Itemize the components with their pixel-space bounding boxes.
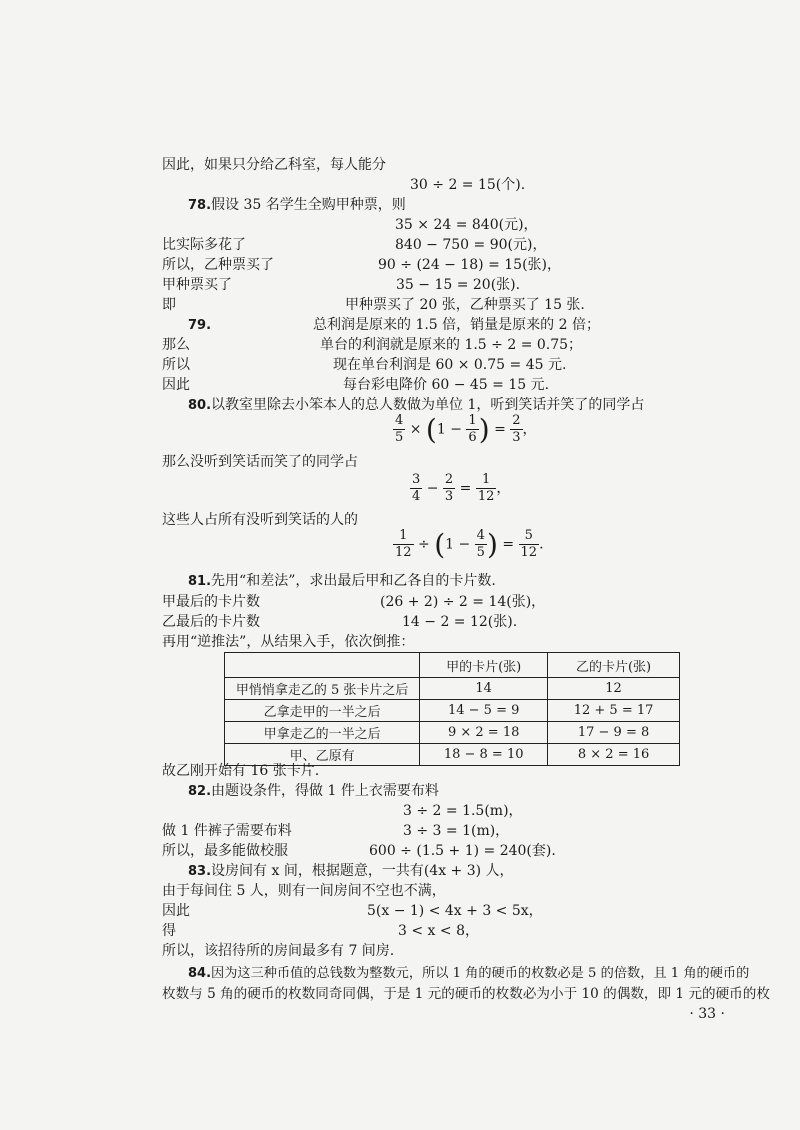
equation-line: 600 ÷ (1.5 + 1) = 240(套).	[369, 843, 556, 859]
fraction	[393, 413, 405, 446]
fraction	[510, 413, 522, 446]
denominator: 4	[412, 489, 421, 504]
table-row	[225, 722, 680, 744]
problem-number: 81.	[188, 574, 212, 589]
table-cell: 14 − 5 = 9	[420, 700, 548, 722]
table-cell: 9 × 2 = 18	[420, 722, 548, 744]
text-line: 所以，最多能做校服	[162, 843, 288, 859]
problem-number: 80.	[188, 398, 212, 413]
problem-83	[188, 863, 514, 880]
text-line: 因此，如果只分给乙科室，每人能分	[162, 157, 386, 173]
fraction	[393, 528, 414, 561]
text: 以教室里除去小笨本人的总人数做为单位 1，听到笑话并笑了的同学占	[211, 397, 645, 413]
text-line: 现在单台利润是 60 × 0.75 = 45 元.	[333, 357, 567, 373]
text-line: 每台彩电降价 60 − 45 = 15 元.	[343, 377, 550, 393]
denominator: 12	[520, 545, 538, 560]
equation-line: 35 × 24 = 840(元)，	[395, 217, 538, 233]
punct: ，	[496, 480, 511, 497]
problem-79-number	[188, 317, 211, 334]
operator: =	[459, 480, 472, 497]
fraction	[519, 528, 540, 561]
term: 1 −	[436, 421, 462, 438]
problem-number: 78.	[188, 198, 212, 213]
text-line: 因此	[162, 903, 190, 919]
text-line: 再用“逆推法”，从结果入手，依次倒推：	[162, 634, 415, 650]
text-line: 枚数与 5 角的硬币的枚数同奇同偶，于是 1 元的硬币的枚数必为小于 10 的偶数，即 1 元的硬币的枚	[162, 986, 770, 1002]
equation-line: 35 − 15 = 20(张).	[396, 277, 521, 293]
table-cell: 12 + 5 = 17	[548, 700, 680, 722]
equation-line: (26 + 2) ÷ 2 = 14(张)，	[380, 594, 546, 610]
table-cell: 甲悄悄拿走乙的 5 张卡片之后	[225, 678, 420, 700]
text: 由题设条件，得做 1 件上衣需要布料	[211, 783, 439, 799]
denominator: 3	[512, 430, 521, 445]
equation-line: 3 < x < 8，	[398, 923, 479, 939]
numerator: 2	[512, 413, 521, 428]
paren: )	[478, 413, 490, 446]
denominator: 5	[395, 430, 404, 445]
fraction	[443, 472, 455, 505]
problem-80	[188, 397, 644, 414]
numerator: 4	[395, 413, 404, 428]
fraction-equation-1	[393, 413, 537, 446]
equation-line: 30 ÷ 2 = 15(个).	[410, 177, 526, 193]
problem-number: 84.	[188, 966, 212, 981]
numerator: 2	[444, 472, 454, 487]
table-header-row	[225, 653, 680, 678]
text-line: 甲种票买了 20 张，乙种票买了 15 张.	[345, 297, 585, 313]
equation-line: 90 ÷ (24 − 18) = 15(张)，	[378, 257, 561, 273]
text-line: 所以	[162, 357, 190, 373]
table-cell: 14	[420, 678, 548, 700]
equation-line: 5(x − 1) < 4x + 3 < 5x，	[367, 903, 543, 919]
text-line: 因此	[162, 377, 190, 393]
paren: )	[486, 528, 498, 561]
text-line: 单台的利润就是原来的 1.5 ÷ 2 = 0.75；	[320, 337, 583, 353]
text-line: 总利润是原来的 1.5 倍，销量是原来的 2 倍；	[313, 317, 600, 333]
table-cell: 12	[548, 678, 680, 700]
problem-82	[188, 783, 439, 800]
numerator: 1	[393, 528, 414, 545]
paren: (	[425, 413, 437, 446]
fraction-equation-2	[410, 472, 510, 505]
fraction-equation-3	[393, 528, 544, 561]
operator: =	[502, 536, 515, 553]
text-line: 所以，乙种票买了	[162, 257, 274, 273]
numerator: 1	[468, 413, 477, 428]
fraction	[410, 472, 422, 505]
text-line: 甲最后的卡片数	[162, 594, 260, 610]
paren: (	[434, 528, 446, 561]
equation-line: 14 − 2 = 12(张).	[402, 614, 518, 630]
punct: .	[539, 536, 544, 553]
text-line: 甲种票买了	[162, 277, 232, 293]
text-line: 那么	[162, 337, 190, 353]
text: 因为这三种币值的总钱数为整数元，所以 1 角的硬币的枚数必是 5 的倍数，且 1 角的硬币的	[211, 966, 750, 981]
term: 1 −	[445, 536, 471, 553]
equation-line: 840 − 750 = 90(元)，	[395, 237, 547, 253]
operator: −	[426, 480, 439, 497]
table-header-cell: 甲的卡片(张)	[420, 653, 548, 678]
operator: =	[494, 421, 506, 438]
numerator: 4	[476, 528, 485, 543]
text: 设房间有 x 间，根据题意，一共有(4x + 3) 人，	[211, 863, 514, 879]
table-cell: 8 × 2 = 16	[548, 744, 680, 766]
table-cell: 18 − 8 = 10	[420, 744, 548, 766]
problem-number: 83.	[188, 864, 212, 879]
table-header-cell: 乙的卡片(张)	[548, 653, 680, 678]
table-row	[225, 678, 680, 700]
text-line: 即	[162, 297, 176, 313]
text-line: 所以，该招待所的房间最多有 7 间房.	[162, 943, 395, 959]
table-row	[225, 700, 680, 722]
punct: ，	[522, 421, 537, 438]
text-line: 这些人占所有没听到笑话的人的	[162, 512, 358, 528]
text-line: 比实际多花了	[162, 237, 246, 253]
problem-84	[188, 966, 749, 982]
problem-81	[188, 573, 496, 590]
text-line: 由于每间住 5 人，则有一间房间不空也不满，	[162, 883, 446, 899]
table-cell: 乙拿走甲的一半之后	[225, 700, 420, 722]
text: 先用“和差法”，求出最后甲和乙各自的卡片数.	[211, 573, 496, 589]
table-cell: 甲拿走乙的一半之后	[225, 722, 420, 744]
text-line: 那么没听到笑话而笑了的同学占	[162, 454, 358, 470]
text-line: 做 1 件裤子需要布料	[162, 823, 292, 839]
text-line: 得	[162, 923, 176, 939]
denominator: 5	[476, 545, 485, 560]
fraction	[466, 413, 478, 446]
table-header-cell	[225, 653, 420, 678]
equation-line: 3 ÷ 3 = 1(m)，	[403, 823, 510, 839]
numerator: 5	[519, 528, 540, 545]
fraction	[475, 528, 487, 561]
problem-78	[188, 197, 406, 214]
card-table	[224, 652, 680, 766]
problem-number: 82.	[188, 784, 212, 799]
fraction	[476, 472, 497, 505]
denominator: 6	[468, 430, 477, 445]
numerator: 3	[412, 472, 421, 487]
denominator: 12	[395, 545, 412, 560]
page-number: · 33 ·	[689, 1006, 725, 1022]
text-line: 故乙刚开始有 16 张卡片.	[162, 763, 320, 779]
operator: ×	[409, 421, 422, 438]
denominator: 3	[444, 489, 454, 504]
text-line: 乙最后的卡片数	[162, 614, 260, 630]
table-cell: 17 − 9 = 8	[548, 722, 680, 744]
problem-number: 79.	[188, 318, 212, 333]
equation-line: 3 ÷ 2 = 1.5(m)，	[403, 803, 523, 819]
operator: ÷	[418, 536, 430, 553]
text: 假设 35 名学生全购甲种票，则	[211, 197, 406, 213]
table-cell: 甲、乙原有	[225, 744, 420, 766]
numerator: 1	[476, 472, 497, 489]
denominator: 12	[477, 489, 495, 504]
